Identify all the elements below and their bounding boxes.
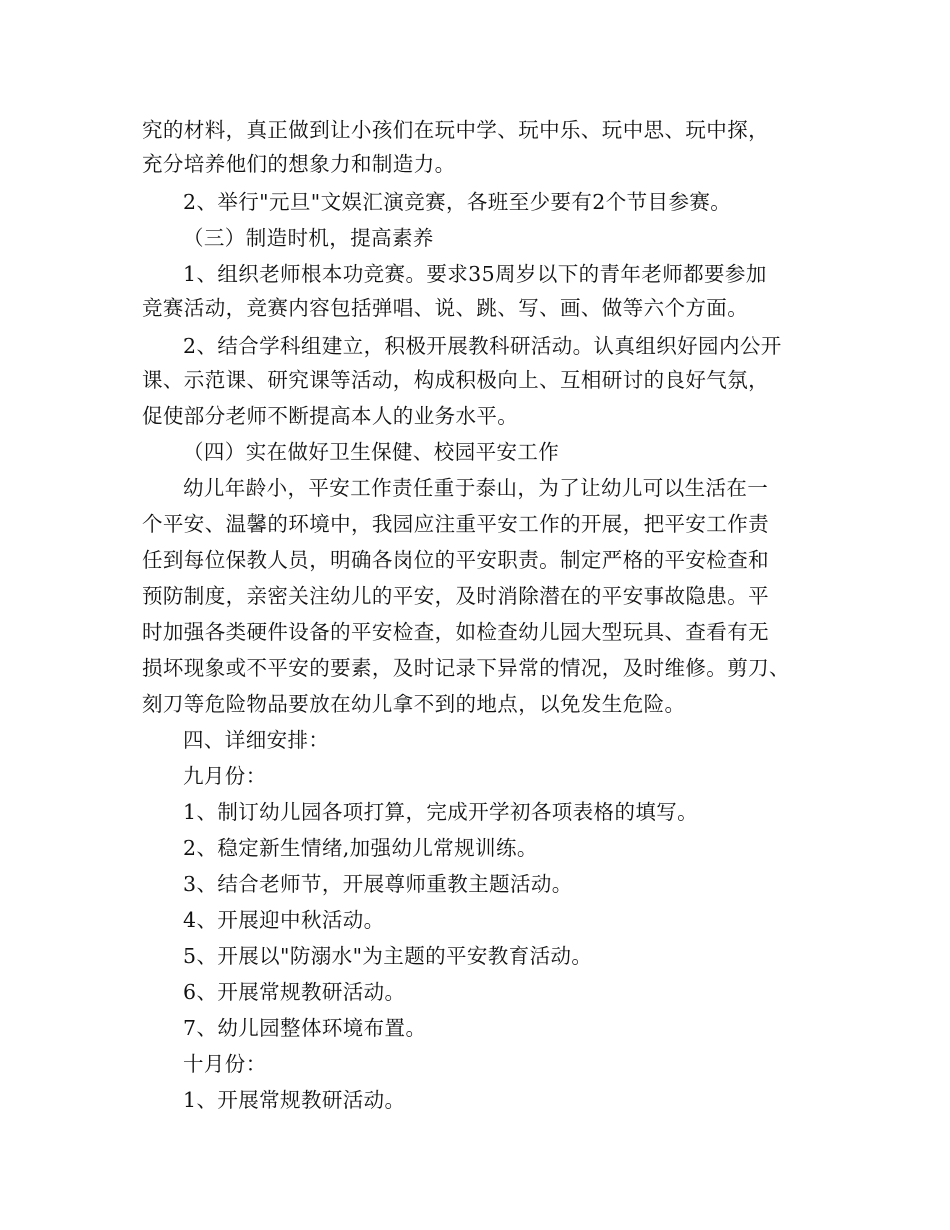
text-line: 任到每位保教人员，明确各岗位的平安职责。制定严格的平安检查和 — [142, 548, 769, 572]
month-heading: 九月份： — [183, 764, 267, 788]
text-line: 充分培养他们的想象力和制造力。 — [142, 152, 456, 176]
text-line: 刻刀等危险物品要放在幼儿拿不到的地点，以免发生危险。 — [142, 692, 686, 716]
month-heading: 十月份： — [183, 1052, 267, 1076]
text-line: 损坏现象或不平安的要素，及时记录下异常的情况，及时维修。剪刀、 — [142, 656, 790, 680]
list-item: 7、幼儿园整体环境布置。 — [183, 1016, 427, 1040]
list-item: 4、开展迎中秋活动。 — [183, 908, 385, 932]
text-line: 竞赛活动，竞赛内容包括弹唱、说、跳、写、画、做等六个方面。 — [142, 296, 749, 320]
text-line: 课、示范课、研究课等活动，构成积极向上、互相研讨的良好气氛， — [142, 368, 769, 392]
text-line: 究的材料，真正做到让小孩们在玩中学、玩中乐、玩中思、玩中探， — [142, 118, 769, 142]
list-item: 5、开展以"防溺水"为主题的平安教育活动。 — [183, 944, 593, 968]
list-item: 6、开展常规教研活动。 — [183, 980, 406, 1004]
text-line: 幼儿年龄小，平安工作责任重于泰山，为了让幼儿可以生活在一 — [183, 476, 769, 500]
text-line: 2、结合学科组建立，积极开展教科研活动。认真组织好园内公开 — [183, 334, 782, 358]
text-line: 促使部分老师不断提高本人的业务水平。 — [142, 404, 519, 428]
text-line: 个平安、温馨的环境中，我园应注重平安工作的开展，把平安工作责 — [142, 512, 769, 536]
section-heading: （四）实在做好卫生保健、校园平安工作 — [183, 440, 560, 464]
section-heading: 四、详细安排： — [183, 728, 330, 752]
list-item: 1、开展常规教研活动。 — [183, 1088, 406, 1112]
list-item: 2、稳定新生情绪,加强幼儿常规训练。 — [183, 836, 538, 860]
list-item: 1、制订幼儿园各项打算，完成开学初各项表格的填写。 — [183, 800, 699, 824]
text-line: 预防制度，亲密关注幼儿的平安，及时消除潜在的平安事故隐患。平 — [142, 584, 769, 608]
text-line: 时加强各类硬件设备的平安检查，如检查幼儿园大型玩具、查看有无 — [142, 620, 769, 644]
section-heading: （三）制造时机，提高素养 — [183, 226, 434, 250]
text-line: 2、举行"元旦"文娱汇演竞赛，各班至少要有2个节目参赛。 — [183, 190, 732, 214]
text-line: 1、组织老师根本功竞赛。要求35周岁以下的青年老师都要参加 — [183, 262, 767, 286]
list-item: 3、结合老师节，开展尊师重教主题活动。 — [183, 872, 573, 896]
